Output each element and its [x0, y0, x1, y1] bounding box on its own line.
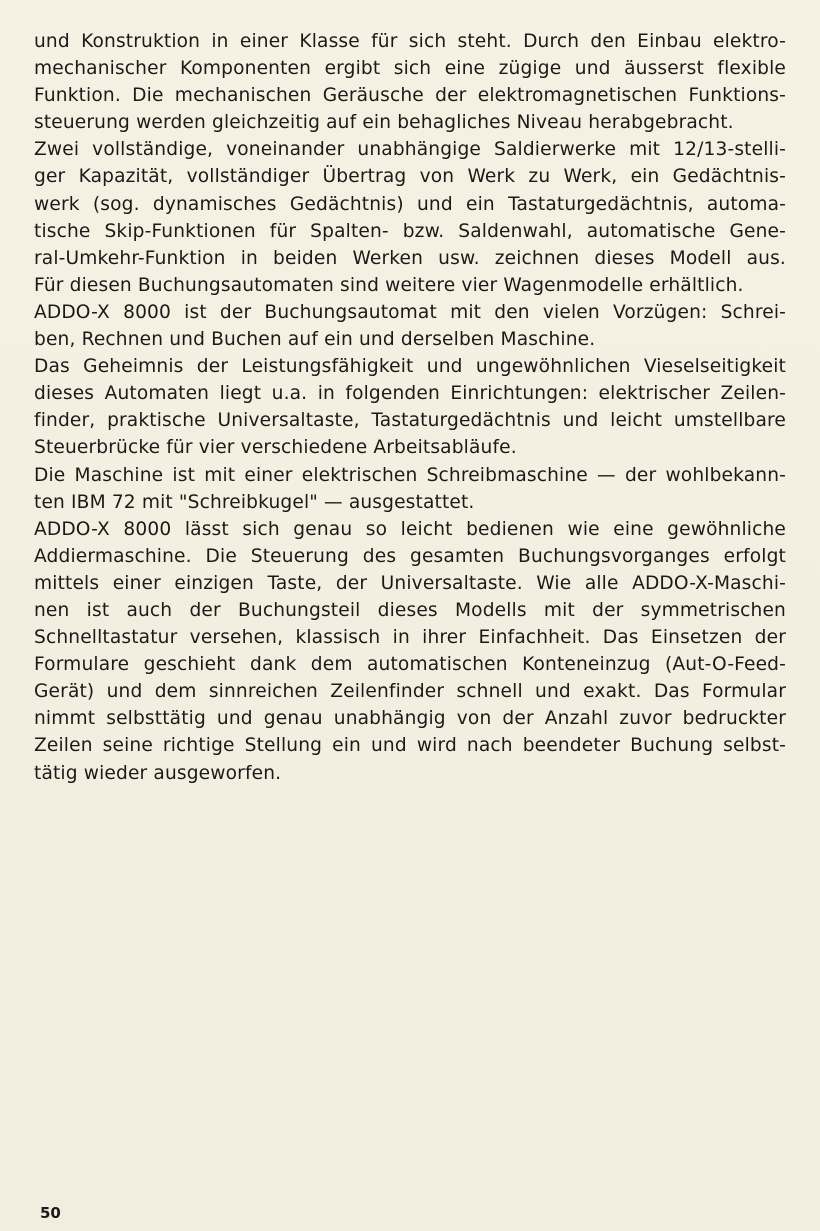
text-line: Zwei vollständige, voneinander unabhängige Saldierwerke mit 12/13-stelli- — [34, 139, 786, 161]
text-line: nen ist auch der Buchungsteil dieses Modells mit der symmetrischen — [34, 599, 786, 621]
text-line: tische Skip-Funktionen für Spalten- bzw. Saldenwahl, automatische Gene- — [34, 220, 786, 242]
text-line: Addiermaschine. Die Steuerung des gesamten Buchungsvorganges erfolgt — [34, 545, 786, 567]
text-line: Zeilen seine richtige Stellung ein und wird nach beendeter Buchung selbst- — [34, 735, 786, 757]
text-line: ten IBM 72 mit "Schreibkugel" — ausgestattet. — [34, 491, 475, 513]
text-line: Für diesen Buchungsautomaten sind weitere vier Wagenmodelle erhältlich. — [34, 274, 744, 296]
text-line: ben, Rechnen und Buchen auf ein und derselben Maschine. — [34, 329, 596, 351]
text-line: Das Geheimnis der Leistungsfähigkeit und ungewöhnlichen Vieselseitigkeit — [34, 356, 786, 378]
text-line: finder, praktische Universaltaste, Tastaturgedächtnis und leicht umstellbare — [34, 410, 786, 432]
text-line: ADDO-X 8000 ist der Buchungsautomat mit den vielen Vorzügen: Schrei- — [34, 301, 786, 323]
text-line: ADDO-X 8000 lässt sich genau so leicht bedienen wie eine gewöhnliche — [34, 518, 786, 540]
text-line: nimmt selbsttätig und genau unabhängig von der Anzahl zuvor bedruckter — [34, 708, 786, 730]
page-number: 50 — [40, 1204, 61, 1222]
text-line: Die Maschine ist mit einer elektrischen Schreibmaschine — der wohlbekann- — [34, 464, 786, 486]
text-line: dieses Automaten liegt u.a. in folgenden Einrichtungen: elektrischer Zeilen- — [34, 383, 786, 405]
text-line: ral-Umkehr-Funktion in beiden Werken usw. zeichnen dieses Modell aus. — [34, 247, 786, 269]
text-line: Formulare geschieht dank dem automatischen Konteneinzug (Aut-O-Feed- — [34, 654, 786, 676]
text-line: Steuerbrücke für vier verschiedene Arbeitsabläufe. — [34, 437, 517, 459]
text-line: ger Kapazität, vollständiger Übertrag von Werk zu Werk, ein Gedächtnis- — [34, 166, 786, 188]
text-line: mittels einer einzigen Taste, der Universaltaste. Wie alle ADDO-X-Maschi- — [34, 572, 786, 594]
text-line: und Konstruktion in einer Klasse für sich steht. Durch den Einbau elektro- — [34, 31, 786, 52]
text-line: mechanischer Komponenten ergibt sich eine zügige und äusserst flexible — [34, 58, 786, 80]
body-text — [34, 28, 786, 787]
text-line: steuerung werden gleichzeitig auf ein behagliches Niveau herabgebracht. — [34, 112, 734, 134]
text-line: Funktion. Die mechanischen Geräusche der elektromagnetischen Funktions- — [34, 85, 786, 107]
text-line: Schnelltastatur versehen, klassisch in ihrer Einfachheit. Das Einsetzen der — [34, 627, 786, 649]
text-line: werk (sog. dynamisches Gedächtnis) und ein Tastaturgedächtnis, automa- — [34, 193, 786, 215]
text-line: tätig wieder ausgeworfen. — [34, 762, 282, 784]
text-line: Gerät) und dem sinnreichen Zeilenfinder schnell und exakt. Das Formular — [34, 681, 786, 703]
